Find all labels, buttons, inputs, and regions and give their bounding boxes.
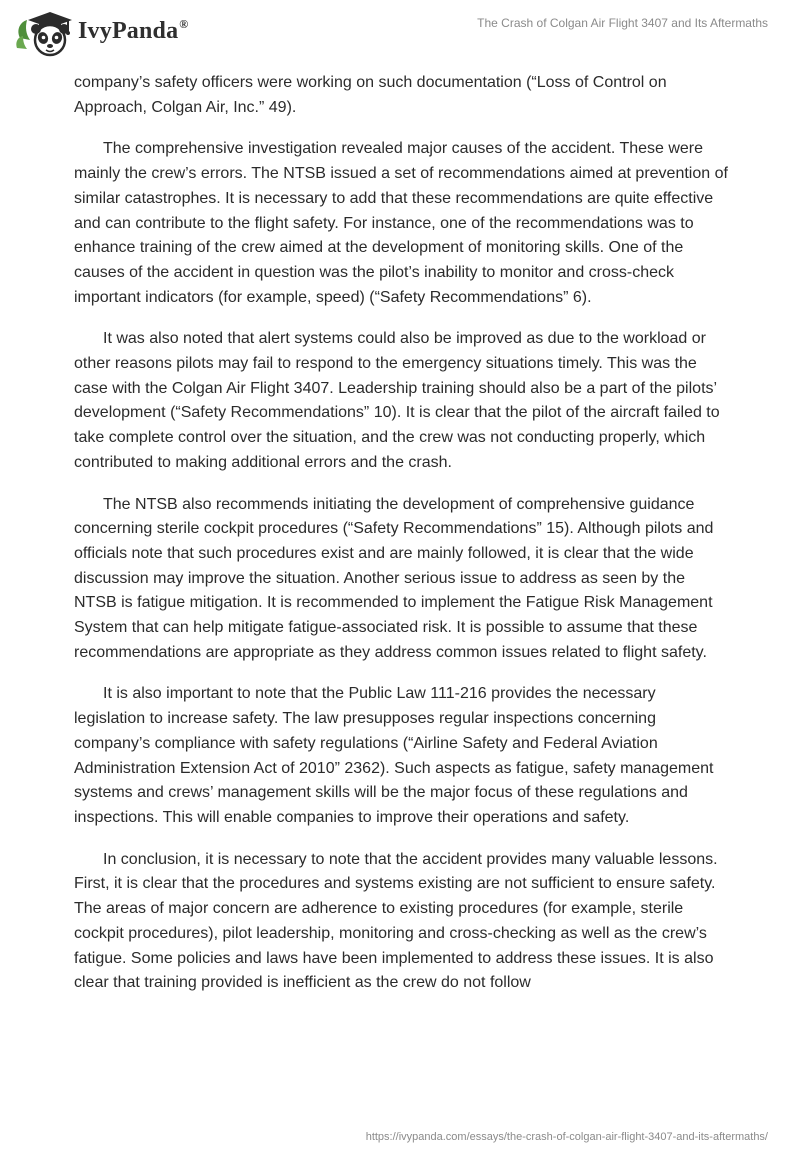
paragraph-5: It is also important to note that the Public Law 111-216 provides the necessary legislation to increase safety. The law presupposes regular inspections concerning company’s compliance with safety regulations (“Airline Safety and Federal Aviation Administration Extension Act of 2010” 2362). Such aspects as fatigue, safety management systems and crews’ management skills will be the major focus of these regulations and inspections. This will enable companies to improve their operations and safety. — [74, 685, 714, 826]
brand-name[interactable] — [78, 17, 188, 45]
paragraph-6: In conclusion, it is necessary to note that the accident provides many valuable lessons. First, it is clear that the procedures and systems existing are not sufficient to ensure safety. The areas of major concern are adherence to existing procedures (for example, sterile cockpit procedures), pilot leadership, monitoring and cross-checking as well as the crew’s fatigue. Some policies and laws have been implemented to address these issues. It is also clear that training provided is inefficient as the crew do not follow — [74, 850, 718, 992]
paragraph-2: The comprehensive investigation revealed major causes of the accident. These were mainly the crew’s errors. The NTSB issued a set of recommendations aimed at prevention of similar catastrophes. It is necessary to add that these recommendations are quite effective and can contribute to the flight safety. For instance, one of the recommendations was to enhance training of the crew aimed at the development of monitoring skills. One of the causes of the accident in question was the pilot’s inability to monitor and cross-check important indicators (for example, speed) (“Safety Recommendations” 6). — [74, 140, 728, 306]
registered-mark: ® — [179, 17, 189, 31]
document-title: The Crash of Colgan Air Flight 3407 and Its Aftermaths — [477, 16, 768, 30]
source-url-link[interactable]: https://ivypanda.com/essays/the-crash-of-colgan-air-flight-3407-and-its-aftermaths/ — [365, 1131, 768, 1143]
panda-graduate-logo-icon[interactable] — [14, 8, 76, 58]
paragraph-1: company’s safety officers were working on such documentation (“Loss of Control on Approach, Colgan Air, Inc.” 49). — [74, 74, 667, 116]
page-header — [0, 0, 800, 64]
essay-body — [74, 71, 729, 1013]
brand-name-text: IvyPanda — [78, 18, 179, 44]
paragraph-4: The NTSB also recommends initiating the development of comprehensive guidance concerning sterile cockpit procedures (“Safety Recommendations” 15). Although pilots and officials note that such procedures exist and are mainly followed, it is clear that the wide discussion may improve the situation. Another serious issue to address as seen by the NTSB is fatigue mitigation. It is recommended to implement the Fatigue Risk Management System that can help mitigate fatigue-associated risk. It is possible to assume that these recommendations are appropriate as they address common issues related to flight safety. — [74, 495, 714, 661]
paragraph-3: It was also noted that alert systems could also be improved as due to the workload or other reasons pilots may fail to respond to the emergency situations timely. This was the case with the Colgan Air Flight 3407. Leadership training should also be a part of the pilots’ development (“Safety Recommendations” 10). It is clear that the pilot of the aircraft failed to take complete control over the situation, and the crew was not conducting properly, which contributed to making additional errors and the crash. — [74, 330, 720, 471]
